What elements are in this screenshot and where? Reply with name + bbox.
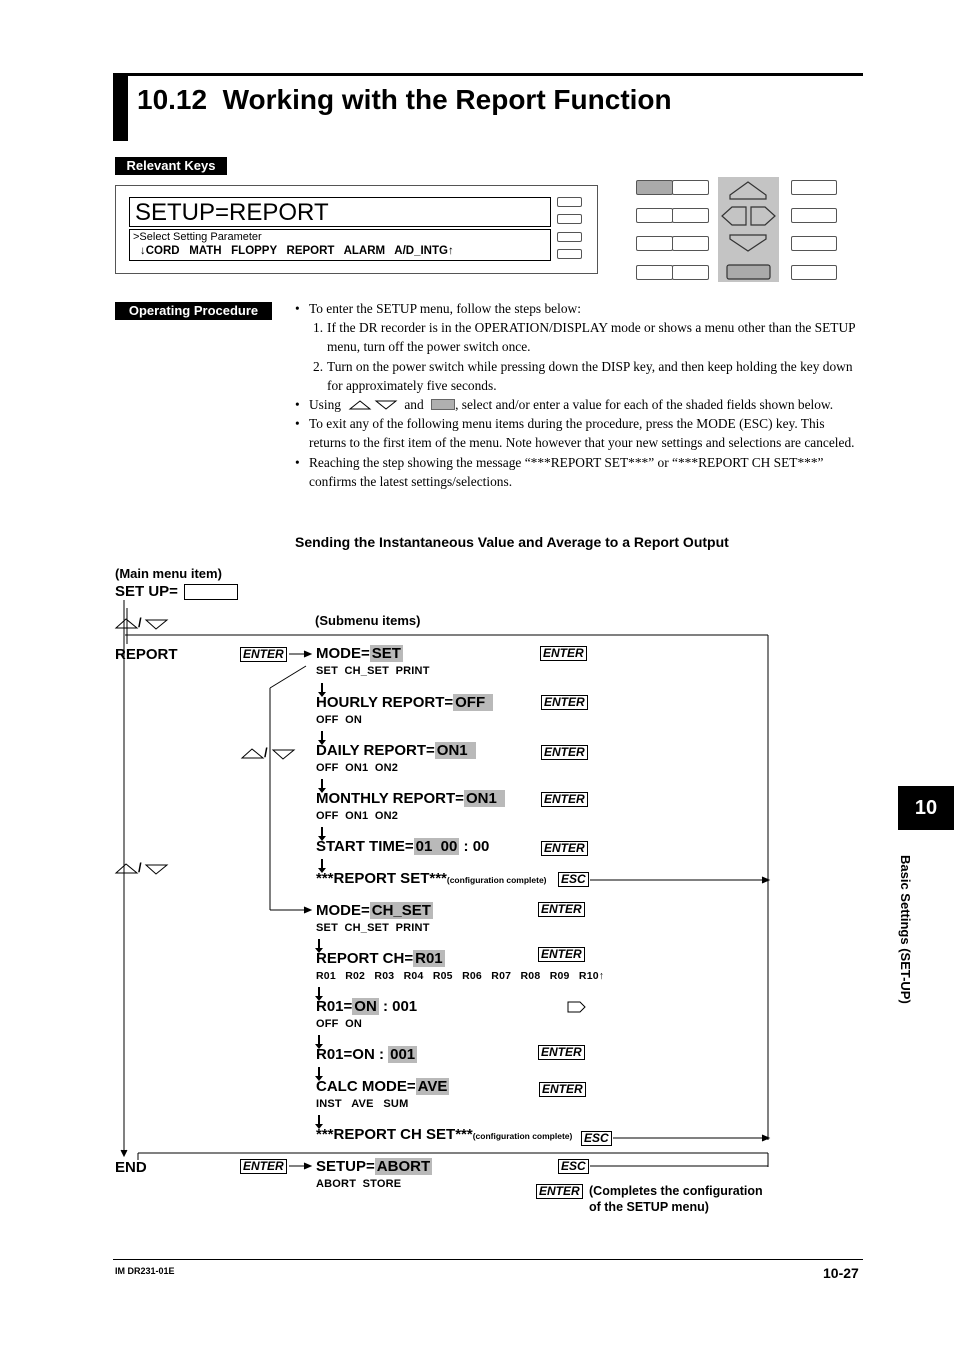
mode-set-item: MODE= SET [316,645,401,662]
enter-key-r01-value: ENTER [538,1045,585,1060]
monthly-report-item: MONTHLY REPORT= ON1 [316,789,505,808]
report-ch-options: R01 R02 R03 R04 R05 R06 R07 R08 R09 R10↑ [316,970,605,982]
esc-key-report-set: ESC [558,872,589,887]
footer-page-number: 10-27 [823,1265,859,1281]
slash-1: / [138,615,142,630]
enter-key-report-ch: ENTER [538,947,585,962]
hourly-report-item: HOURLY REPORT= OFF [316,693,493,712]
daily-report-item: DAILY REPORT= ON1 [316,741,476,760]
lcd-line1: >Select Setting Parameter [133,231,262,243]
enter-key-report: ENTER [240,647,287,662]
section-heading: Sending the Instantaneous Value and Average to a Report Output [295,534,729,550]
mode-ch-set-item: MODE= CH_SET [316,902,431,919]
page-title: 10.12 Working with the Report Function [137,84,672,115]
daily-report-options: OFF ON1 ON2 [316,762,399,774]
procedure-step-1: 1. If the DR recorder is in the OPERATION/DISPLAY mode or shows a menu other than the SETUP menu, turn off the power switch once. [313,320,856,355]
report-label: REPORT [115,646,178,663]
report-ch-item: REPORT CH= R01 [316,950,443,967]
mode-set-options: SET CH_SET PRINT [316,665,430,677]
end-label: END [115,1159,147,1176]
calc-mode-options: INST AVE SUM [316,1098,409,1110]
monthly-report-options: OFF ON1 ON2 [316,810,399,822]
enter-key-completes: ENTER [536,1184,583,1199]
report-ch-set-item: ***REPORT CH SET***(configuration complete) [316,1126,573,1143]
r01-on-item: R01= ON : 001 [316,998,418,1015]
completes-note: (Completes the configuration of the SETUP menu) [589,1184,763,1214]
enter-key-daily: ENTER [541,745,588,760]
procedure-step-2: 2. Turn on the power switch while pressing down the DISP key, and then keep holding the key down for approximately five seconds. [313,358,853,393]
side-tab-number: 10 [898,786,954,830]
r01-on-options: OFF ON [316,1018,363,1030]
footer-manual-id: IM DR231-01E [115,1266,175,1276]
r01-value-item: R01=ON : 001 [316,1046,416,1063]
lcd-line2: ↓CORD MATH FLOPPY REPORT ALARM A/D_INTG↑ [140,245,454,257]
side-tab-text: Basic Settings (SET-UP) [898,855,913,1004]
esc-key-setup: ESC [558,1159,589,1174]
submenu-items-label: (Submenu items) [315,613,421,628]
setup-label: SET UP= [115,583,178,600]
mode-ch-set-options: SET CH_SET PRINT [316,922,430,934]
slash-2: / [264,745,268,760]
enter-key-mode-ch-set: ENTER [538,902,585,917]
footer-rule [113,1259,863,1260]
hourly-report-options: OFF ON [316,714,363,726]
setup-abort-options: ABORT STORE [316,1178,402,1190]
slash-3: / [138,860,142,875]
enter-key-calc-mode: ENTER [539,1082,586,1097]
operating-procedure-label: Operating Procedure [115,302,272,320]
main-menu-item-label: (Main menu item) [115,566,222,581]
calc-mode-item: CALC MODE= AVE [316,1078,448,1095]
relevant-keys-label: Relevant Keys [115,157,227,175]
enter-key-end: ENTER [240,1159,287,1174]
enter-key-mode-set: ENTER [540,646,587,661]
report-set-item: ***REPORT SET***(configuration complete) [316,870,547,887]
enter-key-hourly: ENTER [541,695,588,710]
procedure-bullet-4: • Reaching the step showing the message “***REPORT SET***” or “***REPORT CH SET***” confirms the latest settings/selections. [295,454,824,489]
lcd-main-text: SETUP=REPORT [135,199,329,226]
procedure-bullet-3: • To exit any of the following menu items during the procedure, press the MODE (ESC) key. This returns to the first item of the menu. Note however that your new settings and selections are canceled. [295,416,855,451]
enter-key-start-time: ENTER [541,841,588,856]
enter-key-monthly: ENTER [541,792,588,807]
start-time-item: START TIME= 01 00 : 00 [316,838,490,855]
setup-abort-item: SETUP= ABORT [316,1158,431,1175]
procedure-bullet-1: • To enter the SETUP menu, follow the steps below: [295,301,581,316]
procedure-bullet-2: • Using and , select and/or enter a value for each of the shaded fields shown below. [295,397,834,413]
setup-value-box [184,584,238,600]
esc-key-report-ch-set: ESC [581,1131,612,1146]
